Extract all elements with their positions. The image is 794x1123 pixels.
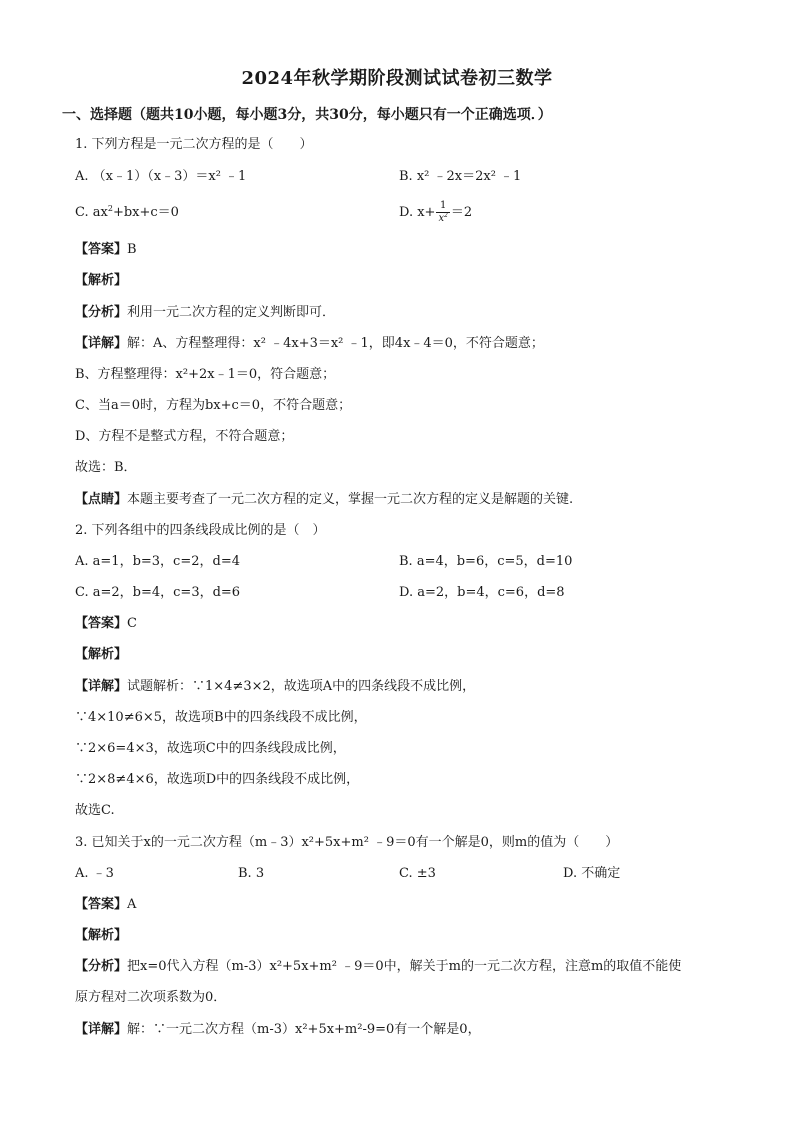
q3-analysis-label: 【解析】 [75,928,128,943]
q2-analysis-label: 【解析】 [75,647,128,662]
section-heading: 一、选择题（题共10小题，每小题3分，共30分，每小题只有一个正确选项．） [62,107,552,123]
q1-option-d: D. x+ $\frac{1}{x^2}$ ＝2 [399,200,473,224]
q2-detail-4: ∵2×8≠4×6，故选项D中的四条线段不成比例， [75,772,360,787]
q3-fenxi-1: 【分析】把x=0代入方程（m-3）x²+5x+m² ﹣9＝0中，解关于m的一元二次方程，注意m的取值不能使 [75,959,682,974]
q1-review: 【点睛】本题主要考查了一元二次方程的定义，掌握一元二次方程的定义是解题的关键. [75,492,574,507]
q2-detail-3: ∵2×6=4×3，故选项C中的四条线段成比例， [75,741,346,756]
q2-detail-2: ∵4×10≠6×5，故选项B中的四条线段不成比例， [75,710,367,725]
q1-answer: 【答案】B [75,242,137,257]
q1-detail-2: B、方程整理得：x²+2x﹣1＝0，符合题意； [75,367,336,382]
q2-option-c: C. a=2，b=4，c=3，d=6 [75,585,241,600]
q3-answer: 【答案】A [75,897,137,912]
q1-option-a: A. （x﹣1）（x﹣3）＝x² ﹣1 [75,169,247,184]
q2-stem: 2. 下列各组中的四条线段成比例的是（ ） [75,523,326,538]
page-title: 2024年秋学期阶段测试试卷初三数学 [241,68,553,89]
q1-stem: 1. 下列方程是一元二次方程的是（ ） [75,137,313,152]
q1-detail-3: C、当a＝0时，方程为bx+c＝0，不符合题意； [75,398,352,413]
q1-fenxi: 【分析】利用一元二次方程的定义判断即可． [75,305,336,320]
q1-detail-4: D、方程不是整式方程，不符合题意； [75,429,294,444]
q2-detail-5: 故选C. [75,803,115,818]
q3-fenxi-2: 原方程对二次项系数为0． [75,990,227,1005]
q3-detail-1: 【详解】解：∵一元二次方程（m-3）x²+5x+m²-9=0有一个解是0， [75,1022,481,1037]
q2-answer: 【答案】C [75,616,137,631]
q2-option-d: D. a=2，b=4，c=6，d=8 [399,585,565,600]
q2-detail-1: 【详解】试题解析：∵1×4≠3×2，故选项A中的四条线段不成比例， [75,679,476,694]
q1-analysis-label: 【解析】 [75,273,128,288]
q2-option-a: A. a=1，b=3，c=2，d=4 [75,554,240,569]
q3-option-a: A. ﹣3 [75,866,114,881]
q1-detail-1: 【详解】解：A、方程整理得：x² ﹣4x+3＝x² ﹣1，即4x﹣4＝0，不符合题意； [75,336,544,351]
q3-stem: 3. 已知关于x的一元二次方程（m﹣3）x²+5x+m² ﹣9＝0有一个解是0，则m的值为（ ） [75,835,619,850]
q1-option-c: C. $ax^2+bx+c=0$ [75,204,179,220]
q3-option-b: B. 3 [238,866,265,881]
q1-option-b: B. x² ﹣2x＝2x² ﹣1 [399,169,522,184]
q1-detail-5: 故选：B． [75,460,137,475]
q3-option-c: C. ±3 [399,866,436,881]
q2-option-b: B. a=4，b=6，c=5，d=10 [399,554,573,569]
q3-option-d: D. 不确定 [563,866,621,881]
